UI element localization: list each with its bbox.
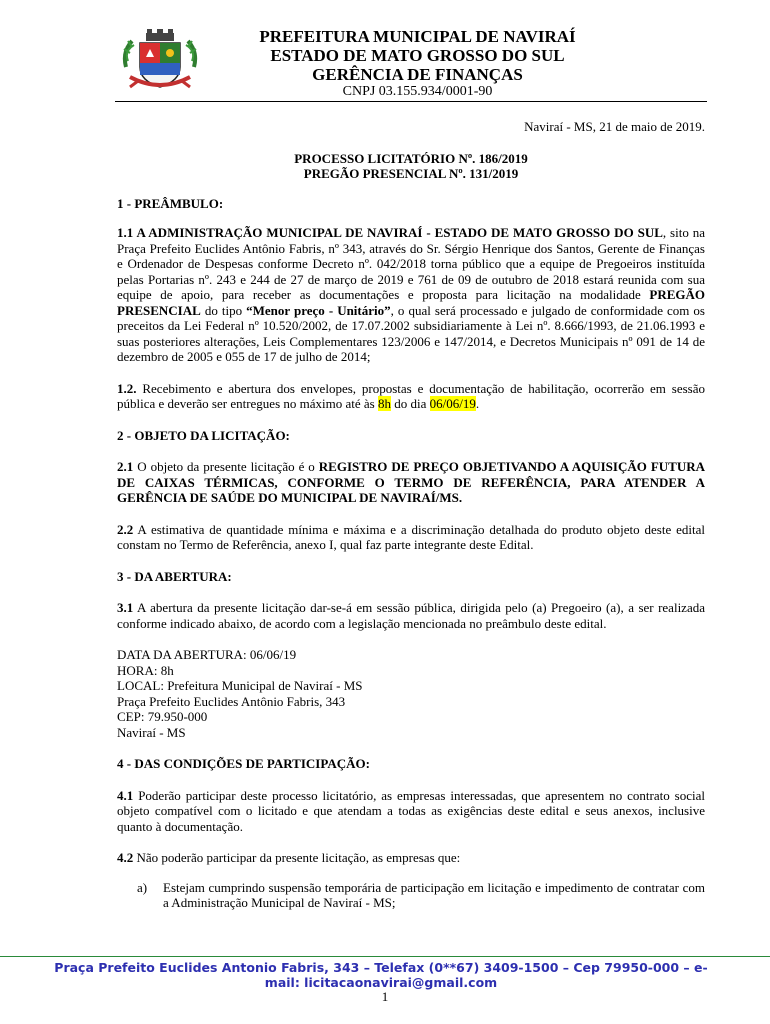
opening-detail-line: Praça Prefeito Euclides Antônio Fabris, 343 bbox=[117, 693, 346, 709]
opening-details bbox=[117, 647, 705, 740]
paragraph-2-2-number: 2.2 bbox=[117, 521, 134, 537]
section-title-participacao: 4 - DAS CONDIÇÕES DE PARTICIPAÇÃO: bbox=[117, 756, 370, 771]
paragraph-4-1-number: 4.1 bbox=[117, 787, 134, 803]
paragraph-1-2-text-c: . bbox=[475, 396, 480, 411]
header-rule bbox=[115, 101, 707, 102]
paragraph-1-1-text-a: , sito na Praça Prefeito Euclides Antônio Fabris, nº 343, através do Sr. Sérgio Henrique dos Santos, Gerente de Finanças e Ordenador de Despesas conforme Decreto nº. 042/2018 torna público que a equipe de Pregoeiros instituída pelas Portarias nº. 243 e 244 de 27 de março de 2019 e 761 de 09 de outubro de 2018 estará reunida com sua equipe de apoio, para receber as documentações e proposta para licitação na modalidade bbox=[117, 225, 706, 302]
pregao-number: PREGÃO PRESENCIAL Nº. 131/2019 bbox=[303, 166, 519, 181]
document-body bbox=[117, 119, 705, 911]
paragraph-2-1 bbox=[117, 459, 705, 506]
opening-detail-line: Naviraí - MS bbox=[117, 724, 186, 740]
paragraph-3-1 bbox=[117, 600, 705, 631]
date-line: Naviraí - MS, 21 de maio de 2019. bbox=[524, 119, 705, 134]
footer-line-2: mail: licitacaonavirai@gmail.com bbox=[264, 975, 498, 990]
footer-rule bbox=[0, 956, 770, 957]
opening-detail-line: LOCAL: Prefeitura Municipal de Naviraí - MS bbox=[117, 678, 363, 693]
highlight-date: 06/06/19 bbox=[429, 396, 476, 411]
paragraph-1-2-text-b: do dia bbox=[390, 396, 430, 411]
section-title-objeto: 2 - OBJETO DA LICITAÇÃO: bbox=[117, 427, 290, 443]
highlight-hour: 8h bbox=[377, 396, 391, 411]
opening-detail-line: DATA DA ABERTURA: 06/06/19 bbox=[117, 647, 297, 662]
footer-line-1: Praça Prefeito Euclides Antonio Fabris, 343 – Telefax (0**67) 3409-1500 – Cep 79950-000 – e- bbox=[54, 960, 708, 975]
list-item bbox=[117, 880, 705, 911]
list-item-label: a) bbox=[137, 879, 148, 895]
letterhead bbox=[200, 27, 635, 100]
paragraph-1-2-text-a: Recebimento e abertura dos envelopes, propostas e documentação de habilitação, ocorrerão em sessão pública e deverão ser entregues no máximo até às bbox=[117, 380, 705, 411]
opening-detail-line: HORA: 8h bbox=[117, 662, 174, 678]
paragraph-4-2-text: Não poderão participar da presente licitação, as empresas que: bbox=[133, 850, 461, 865]
paragraph-4-2 bbox=[117, 850, 705, 866]
opening-detail-line: CEP: 79.950-000 bbox=[117, 709, 208, 724]
paragraph-1-1-lead: 1.1 A ADMINISTRAÇÃO MUNICIPAL DE NAVIRAÍ - ESTADO DE MATO GROSSO DO SUL bbox=[117, 225, 663, 240]
modalidade-term: PREGÃO PRESENCIAL bbox=[117, 287, 705, 318]
paragraph-2-2-text: A estimativa de quantidade mínima e máxima e a discriminação detalhada do produto objeto deste edital constam no Termo de Referência, anexo I, qual faz parte integrante deste Edital. bbox=[117, 521, 705, 552]
object-description: REGISTRO DE PREÇO OBJETIVANDO A AQUISIÇÃO FUTURA DE CAIXAS TÉRMICAS, CONFORME O TERMO DE REFERÊNCIA, PARA ATENDER A GERÊNCIA DE SAÚDE DO MUNICIPAL DE NAVIRAÍ/MS. bbox=[117, 459, 705, 505]
tipo-term: “Menor preço - Unitário” bbox=[246, 302, 391, 318]
process-number: PROCESSO LICITATÓRIO Nº. 186/2019 bbox=[294, 150, 528, 166]
paragraph-4-1 bbox=[117, 788, 705, 835]
paragraph-1-1-text-b: do tipo bbox=[200, 302, 247, 318]
paragraph-4-2-number: 4.2 bbox=[117, 850, 134, 865]
paragraph-4-1-text: Poderão participar deste processo licitatório, as empresas interessadas, que apresentem no contrato social objeto compatível com o licitado e que atendam a todas as exigências deste edital e seus anexos, inclusive quanto à documentação. bbox=[117, 787, 705, 834]
footer-address bbox=[36, 960, 726, 990]
municipal-coat-of-arms-icon bbox=[120, 27, 200, 93]
paragraph-2-2 bbox=[117, 522, 705, 553]
paragraph-2-1-number: 2.1 bbox=[117, 459, 134, 474]
paragraph-3-1-number: 3.1 bbox=[117, 600, 134, 615]
header-state: ESTADO DE MATO GROSSO DO SUL bbox=[270, 46, 565, 65]
header-municipality: PREFEITURA MUNICIPAL DE NAVIRAÍ bbox=[259, 27, 576, 46]
paragraph-2-1-text: O objeto da presente licitação é o bbox=[133, 459, 319, 474]
paragraph-1-2 bbox=[117, 381, 705, 412]
list-item-text: Estejam cumprindo suspensão temporária de participação em licitação e impedimento de contratar com a Administração Municipal de Naviraí - MS; bbox=[163, 879, 705, 910]
paragraph-3-1-text: A abertura da presente licitação dar-se-á em sessão pública, dirigida pelo (a) Pregoeiro (a), a ser realizada conforme indicado abaixo, de acordo com a legislação mencionada no preâmbulo deste edital. bbox=[117, 600, 705, 631]
page-number: 1 bbox=[381, 989, 389, 1004]
header-cnpj: CNPJ 03.155.934/0001-90 bbox=[342, 84, 493, 99]
section-title-abertura: 3 - DA ABERTURA: bbox=[117, 568, 232, 584]
section-title-preambulo: 1 - PREÂMBULO: bbox=[117, 195, 224, 211]
paragraph-1-2-number: 1.2. bbox=[117, 380, 137, 396]
paragraph-1-1-text-c: , o qual será processado e julgado de conformidade com os preceitos da Lei Federal nº 10.520/2002, de 17.07.2002 subsidiariamente à Lei nº. 8.666/1993, de 21.06.1993 e suas posteriores alterações, Leis Complementares 123/2006 e 147/2014, e Decretos Municipais nº 091 de 14 de dezembro de 2005 e 055 de 17 de julho de 2014; bbox=[117, 302, 705, 364]
header-department: GERÊNCIA DE FINANÇAS bbox=[312, 65, 523, 84]
paragraph-1-1 bbox=[117, 225, 705, 365]
